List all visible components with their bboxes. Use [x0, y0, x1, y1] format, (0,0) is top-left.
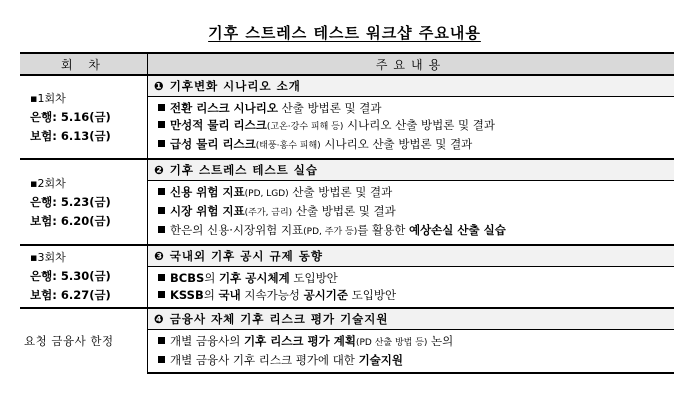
- item-text: KSSB: [170, 288, 204, 302]
- insurance-date: 보험: 6.27(금): [30, 288, 111, 302]
- list-item: [158, 270, 668, 287]
- item-text: 시장 위험 지표: [170, 204, 245, 218]
- item-text: 도입방안: [348, 288, 397, 302]
- list-item: [158, 136, 668, 155]
- bullet-square-icon: [158, 207, 165, 214]
- item-text: 의: [204, 271, 220, 285]
- bullet-square-icon: [158, 121, 165, 128]
- item-text: 공시기준: [303, 288, 349, 302]
- bank-date: 은행: 5.16(금): [30, 109, 111, 124]
- item-text: 기술지원: [358, 353, 404, 367]
- round-2-cell: [20, 159, 148, 245]
- item-text: (PD 산출 방법 등): [355, 338, 428, 348]
- item-text: 기후 리스크 평가 계획: [243, 334, 356, 348]
- round-2-section-row: [20, 159, 674, 181]
- bullet-square-icon: [158, 104, 165, 111]
- item-text: 개별 금융사 기후 리스크 평가에 대한: [170, 353, 359, 367]
- workshop-table: [20, 52, 674, 374]
- section-title: ❶ 기후변화 시나리오 소개: [148, 75, 675, 97]
- item-text: 를 활용한: [357, 223, 409, 237]
- item-text: 시나리오 산출 방법론 및 결과: [320, 137, 473, 151]
- bullet-square-icon: [158, 140, 165, 147]
- header-round: 회 차: [20, 53, 148, 75]
- list-item: [158, 117, 668, 136]
- section-title: ❹ 금융사 자체 기후 리스크 평가 기술지원: [148, 308, 675, 330]
- item-text: (주가, 금리): [244, 208, 293, 218]
- header-content: 주요내용: [148, 53, 675, 75]
- item-text: 도입방안: [289, 271, 338, 285]
- bullet-square-icon: [158, 274, 165, 281]
- item-text: 한은의 신용·시장위험 지표: [170, 223, 304, 237]
- round-3-section-row: [20, 245, 674, 267]
- bullet-square-icon: [158, 188, 165, 195]
- item-text: 지속가능성: [240, 288, 304, 302]
- item-text: 급성 물리 리스크: [170, 137, 256, 151]
- round-1-cell: [20, 75, 148, 159]
- bullet-square-icon: [158, 291, 165, 298]
- item-list: [148, 97, 675, 160]
- item-list: [148, 267, 675, 309]
- item-text: (PD, 주가 등): [303, 227, 358, 237]
- round-4-section-row: [20, 308, 674, 330]
- table-header-row: [20, 53, 674, 75]
- round-3-cell: [20, 245, 148, 308]
- insurance-date: 보험: 6.13(금): [30, 128, 111, 143]
- round-1-section-row: [20, 75, 674, 97]
- list-item: [158, 184, 668, 203]
- bullet-square-icon: [158, 356, 165, 363]
- list-item: [158, 333, 668, 352]
- item-text: 시나리오 산출 방법론 및 결과: [343, 118, 495, 132]
- item-text: 의: [203, 288, 219, 302]
- item-text: (PD, LGD): [244, 189, 289, 199]
- round-label: ▪3회차: [30, 251, 66, 264]
- page-title: 기후 스트레스 테스트 워크샵 주요내용: [208, 24, 481, 42]
- section-title: ❸ 국내외 기후 공시 규제 동향: [148, 245, 675, 267]
- list-item: [158, 100, 668, 117]
- item-text: 신용 위험 지표: [170, 185, 245, 199]
- item-text: (고온·강수 피해 등): [266, 122, 344, 132]
- item-text: 기후 공시체계: [219, 271, 290, 285]
- item-text: 산출 방법론 및 결과: [288, 185, 393, 199]
- item-text: 산출 방법론 및 결과: [278, 101, 382, 115]
- list-item: [158, 203, 668, 222]
- item-text: BCBS: [170, 271, 205, 285]
- bank-date: 은행: 5.23(금): [30, 194, 111, 209]
- bullet-square-icon: [158, 226, 165, 233]
- item-text: 전환 리스크 시나리오: [170, 101, 278, 115]
- item-list: [148, 181, 675, 246]
- list-item: [158, 222, 668, 241]
- item-text: (태풍·홍수 피해): [255, 141, 321, 151]
- item-text: 국내: [218, 288, 241, 302]
- bullet-square-icon: [158, 337, 165, 344]
- bank-date: 은행: 5.30(금): [30, 269, 111, 283]
- round-4-cell: 요청 금융사 한정: [20, 308, 148, 373]
- item-text: 산출 방법론 및 결과: [292, 204, 396, 218]
- list-item: [158, 352, 668, 369]
- round-label: ▪1회차: [30, 91, 66, 105]
- item-text: 만성적 물리 리스크: [170, 118, 267, 132]
- item-list: [148, 330, 675, 374]
- section-title: ❷ 기후 스트레스 테스트 실습: [148, 159, 675, 181]
- item-text: 예상손실 산출 실습: [408, 223, 506, 237]
- item-text: 개별 금융사의: [170, 334, 244, 348]
- item-text: 논의: [427, 334, 454, 348]
- round-label: ▪2회차: [30, 176, 66, 190]
- list-item: [158, 287, 668, 304]
- insurance-date: 보험: 6.20(금): [30, 213, 111, 228]
